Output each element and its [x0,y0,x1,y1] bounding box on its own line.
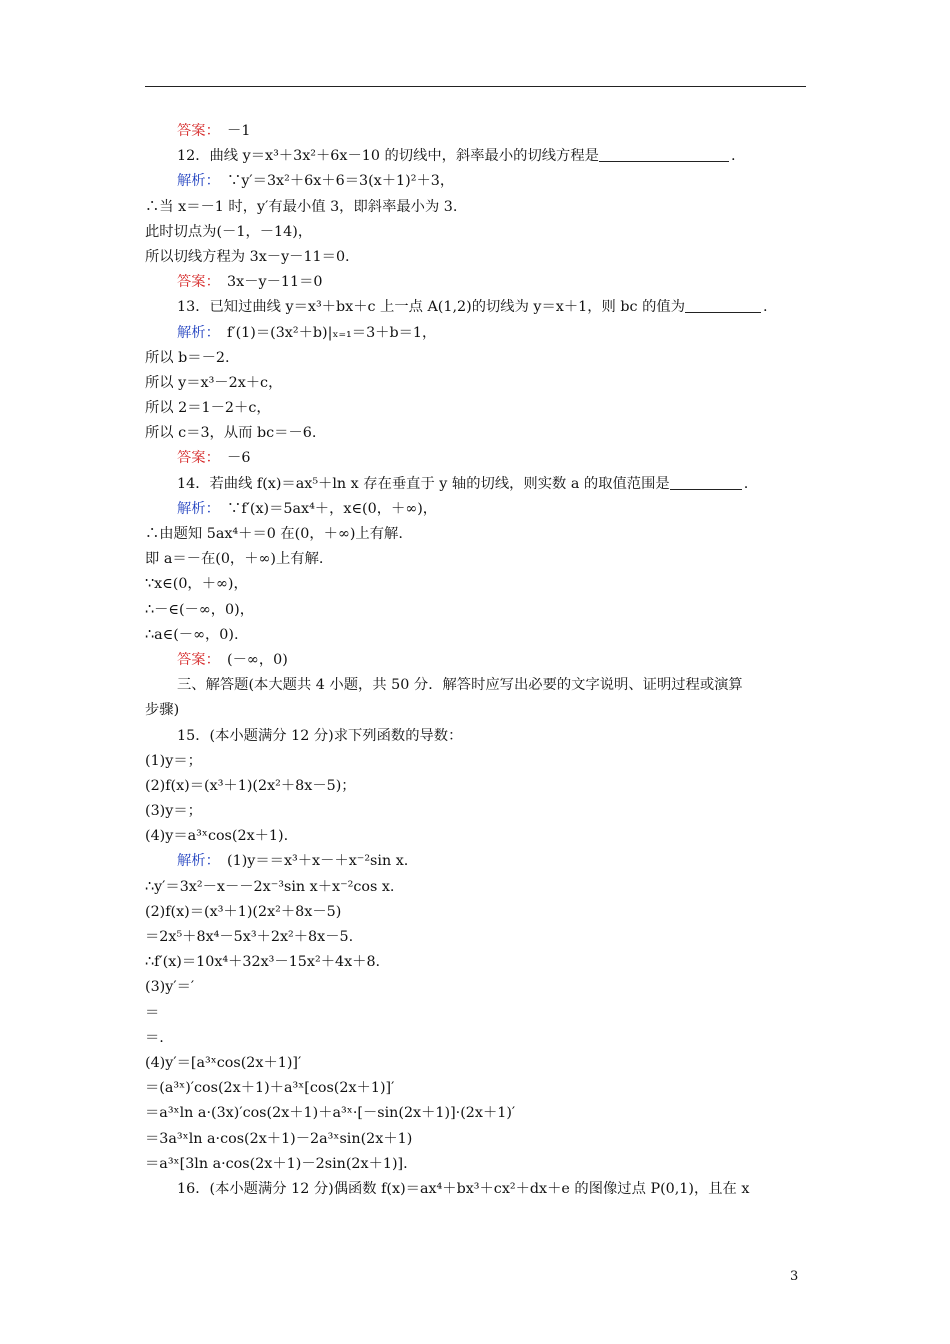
text-line [145,1152,810,1177]
line-text: －6 [212,450,251,467]
line-text: ∴y′＝3x²－x－－2x⁻³sin x＋x⁻²cos x. [145,878,395,895]
text-line [145,1177,810,1202]
line-text: (3)y＝； [145,803,202,820]
line-text: －1 [212,123,251,139]
text-line [145,446,810,471]
answer-blank [670,475,742,490]
analysis-label: 解析： [177,173,213,190]
text-line [145,774,810,799]
line-text: (4)y＝a³ˣcos(2x＋1). [145,828,289,845]
text-line [145,975,810,1000]
text-line [145,1026,810,1051]
line-text: 所以 2＝1－2＋c， [145,400,271,417]
line-text: 13．已知过曲线 y＝x³＋bx＋c 上一点 A(1,2)的切线为 y＝x＋1，则 bc 的值为 [177,299,685,316]
line-text: ＝(a³ˣ)′cos(2x＋1)＋a³ˣ[cos(2x＋1)]′ [145,1080,395,1097]
text-line [145,295,810,320]
text-line [145,698,810,723]
answer-label: 答案： [177,123,213,139]
text-line [145,623,810,648]
line-text: (4)y′＝[a³ˣcos(2x＋1)]′ [145,1054,302,1071]
line-text: 3x－y－11＝0 [212,274,323,291]
text-line [145,1001,810,1026]
line-text: 14．若曲线 f(x)＝ax⁵＋ln x 存在垂直于 y 轴的切线，则实数 a 的取值范围是 [177,475,670,492]
text-line [145,119,810,144]
text-line [145,824,810,849]
text-line [145,321,810,346]
line-end: . [730,148,736,165]
answer-label: 答案： [177,450,213,467]
line-text: 15．(本小题满分 12 分)求下列函数的导数： [177,727,463,744]
line-text: ∴f′(x)＝10x⁴＋32x³－15x²＋4x＋8. [145,954,381,971]
text-line [145,270,810,295]
line-text: ＝. [145,1029,164,1046]
text-line [145,900,810,925]
text-line [145,875,810,900]
line-text: (1)y＝＝x³＋x－＋x⁻²sin x. [212,853,409,870]
line-text: (3)y′＝′ [145,979,195,996]
text-line [145,195,810,220]
line-text: 即 a＝－在(0，＋∞)上有解. [145,551,324,568]
text-line [145,849,810,874]
line-text: 所以 c＝3，从而 bc＝－6. [145,425,317,442]
analysis-label: 解析： [177,500,213,517]
text-line [145,724,810,749]
text-line [145,497,810,522]
text-line [145,396,810,421]
answer-blank [599,147,729,162]
line-text: f′(1)＝(3x²＋b)|ₓ₌₁＝3＋b＝1， [212,324,437,341]
line-text: ＝ [145,1004,160,1021]
text-line [145,1101,810,1126]
text-line [145,421,810,446]
header-rule [145,86,806,87]
line-text: ＝a³ˣln a·(3x)′cos(2x＋1)＋a³ˣ·[－sin(2x＋1)]·(2x＋1)′ [145,1105,516,1122]
text-line [145,572,810,597]
line-text: 所以切线方程为 3x－y－11＝0. [145,248,350,265]
line-text: (2)f(x)＝(x³＋1)(2x²＋8x－5) [145,903,342,920]
text-line [145,144,810,169]
line-text: 步骤) [145,702,180,719]
text-line [145,371,810,396]
line-end: . [763,299,768,316]
analysis-label: 解析： [177,853,213,870]
line-text: ∵x∈(0，＋∞)， [145,576,248,593]
analysis-label: 解析： [177,324,213,341]
answer-blank [685,298,761,313]
line-end: . [743,475,749,492]
line-text: (2)f(x)＝(x³＋1)(2x²＋8x－5)； [145,777,356,794]
line-text: ∴由题知 5ax⁴＋＝0 在(0，＋∞)上有解. [145,526,403,542]
line-text: 所以 b＝－2. [145,349,230,366]
text-line [145,950,810,975]
answer-label: 答案： [177,651,213,668]
text-line [145,169,810,194]
line-text: ＝a³ˣ[3ln a·cos(2x＋1)－2sin(2x＋1)]. [145,1155,408,1172]
line-text: ∵y′＝3x²＋6x＋6＝3(x＋1)²＋3， [212,173,455,190]
text-line [145,673,810,698]
text-line [145,1127,810,1152]
text-line [145,1051,810,1076]
text-line [145,1076,810,1101]
line-text: 所以 y＝x³－2x＋c， [145,374,283,391]
text-line [145,245,810,270]
text-line [145,547,810,572]
text-line [145,925,810,950]
text-line [145,472,810,497]
text-line [145,799,810,824]
line-text: 12．曲线 y＝x³＋3x²＋6x－10 的切线中，斜率最小的切线方程是 [177,148,599,165]
line-text: 此时切点为(－1，－14)， [145,223,313,240]
line-text: ＝2x⁵＋8x⁴－5x³＋2x²＋8x－5. [145,929,354,945]
line-text: ∴a∈(－∞，0). [145,626,239,643]
document-body [145,119,810,1202]
text-line [145,522,810,547]
text-line [145,220,810,245]
line-text: ∴－∈(－∞，0)， [145,601,255,618]
line-text: 三、解答题(本大题共 4 小题，共 50 分．解答时应写出必要的文字说明、证明过程或演算 [177,677,743,694]
page-number: 3 [790,1269,799,1284]
text-line [145,598,810,623]
line-text: (－∞，0) [212,651,288,668]
line-text: ＝3a³ˣln a·cos(2x＋1)－2a³ˣsin(2x＋1) [145,1130,413,1147]
text-line [145,648,810,673]
line-text: (1)y＝； [145,752,202,769]
line-text: ∴当 x＝－1 时，y′有最小值 3，即斜率最小为 3. [145,198,458,215]
text-line [145,346,810,371]
answer-label: 答案： [177,274,213,291]
line-text: ∵f′(x)＝5ax⁴＋，x∈(0，＋∞)， [212,500,438,517]
text-line [145,749,810,774]
line-text: 16．(本小题满分 12 分)偶函数 f(x)＝ax⁴＋bx³＋cx²＋dx＋e 的图像过点 P(0,1)，且在 x [177,1180,750,1197]
